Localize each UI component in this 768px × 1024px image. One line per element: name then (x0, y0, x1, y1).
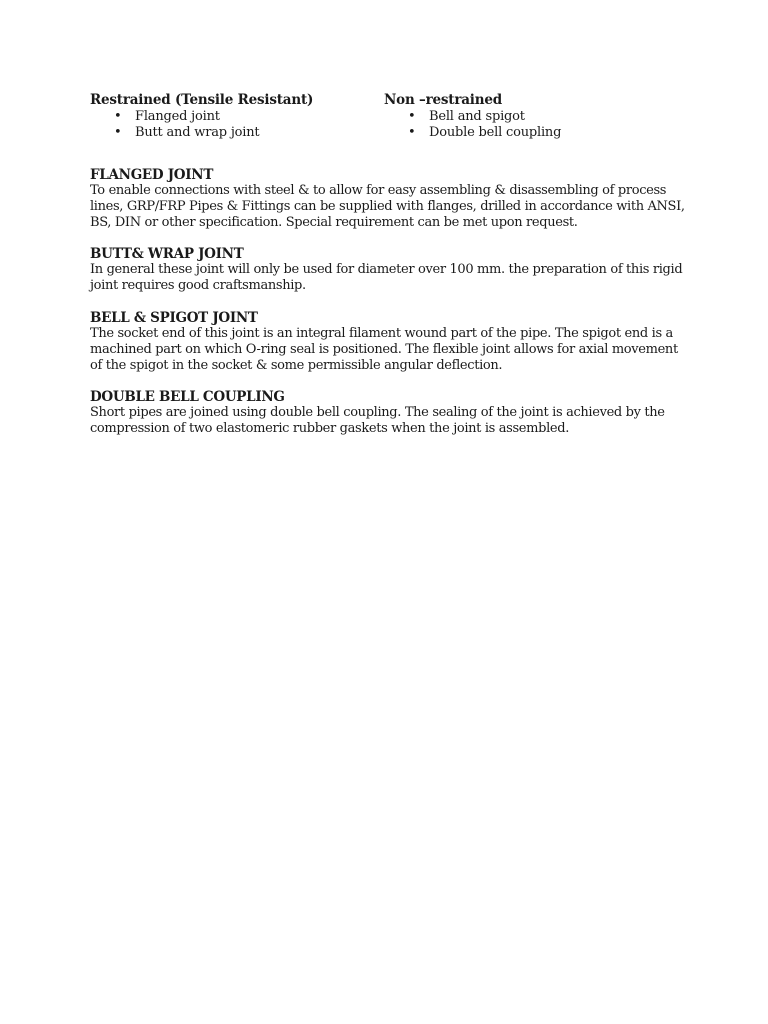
bullet-icon: • (408, 125, 416, 140)
non-restrained-list (384, 109, 684, 141)
restrained-list (90, 109, 384, 141)
joint-types (90, 92, 686, 141)
section-title: BUTT& WRAP JOINT (90, 246, 244, 263)
list-item (384, 109, 684, 125)
section-flanged-joint (90, 167, 686, 230)
list-item (384, 125, 684, 141)
document-page (90, 92, 686, 453)
list-item-label: Butt and wrap joint (135, 125, 260, 140)
section-title: DOUBLE BELL COUPLING (90, 389, 285, 406)
list-item-label: Double bell coupling (429, 125, 562, 140)
section-butt-wrap-joint (90, 246, 686, 294)
bullet-icon: • (114, 125, 122, 140)
list-item (90, 109, 384, 125)
section-double-bell-coupling (90, 389, 686, 437)
section-body: In general these joint will only be used for diameter over 100 mm. the preparation of this rigid joint requires good craftsmanship. (90, 262, 683, 294)
list-item-label: Flanged joint (135, 109, 220, 124)
restrained-heading: Restrained (Tensile Resistant) (90, 92, 314, 108)
section-body: To enable connections with steel & to allow for easy assembling & disassembling of process lines, GRP/FRP Pipes & Fittings can be supplied with flanges, drilled in accordance with ANSI, BS, DIN or other specification. Special requirement can be met upon request. (90, 183, 685, 230)
section-title: BELL & SPIGOT JOINT (90, 309, 258, 326)
list-item-label: Bell and spigot (429, 109, 525, 124)
section-title: FLANGED JOINT (90, 167, 214, 183)
non-restrained-heading: Non –restrained (384, 92, 502, 108)
section-bell-spigot-joint (90, 310, 686, 373)
bullet-icon: • (408, 109, 416, 124)
bullet-icon: • (114, 109, 122, 124)
section-body: The socket end of this joint is an integral filament wound part of the pipe. The spigot end is a machined part on which O-ring seal is positioned. The flexible joint allows for axial movement of the spigot in the socket & some permissible angular deflection. (90, 325, 678, 373)
list-item (90, 125, 384, 141)
section-body: Short pipes are joined using double bell coupling. The sealing of the joint is achieved by the compression of two elastomeric rubber gaskets when the joint is assembled. (90, 405, 665, 437)
restrained-column (90, 92, 384, 141)
non-restrained-column (384, 92, 684, 141)
